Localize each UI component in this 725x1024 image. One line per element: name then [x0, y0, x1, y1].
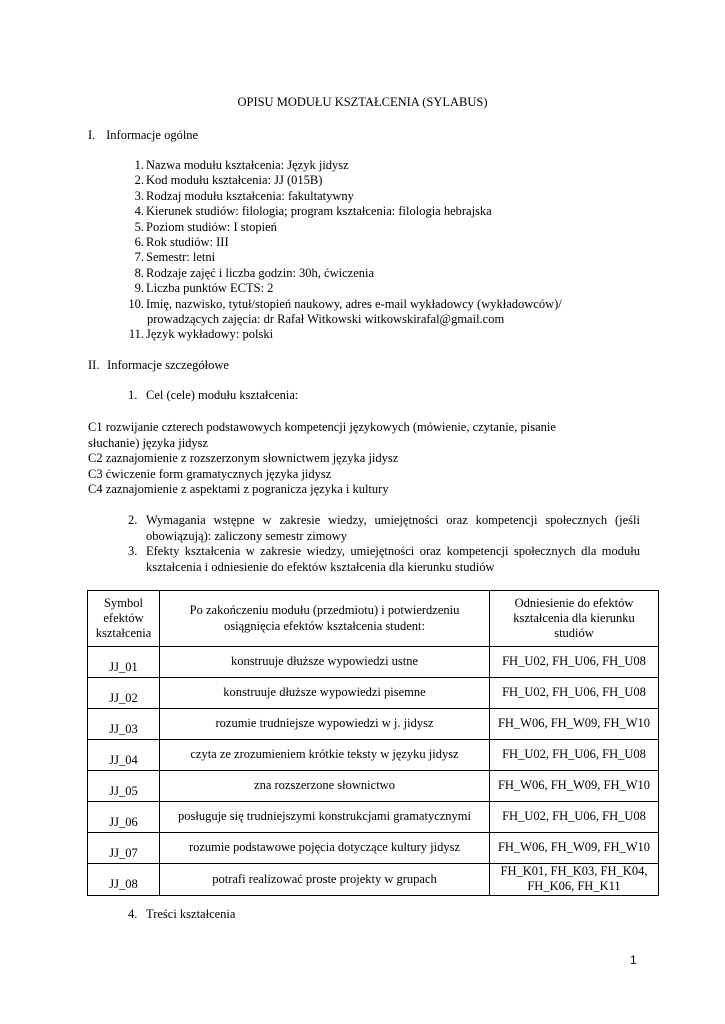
- list-item: [128, 281, 562, 296]
- list-item-number: 1.: [134, 158, 144, 172]
- list-item-number: 3.: [134, 188, 144, 203]
- item-1: [128, 388, 298, 404]
- cell-reference: FH_W06, FH_W09, FH_W10: [490, 709, 659, 740]
- list-item-number: 2.: [128, 513, 138, 527]
- goal-line: C1 rozwijanie czterech podstawowych kompetencji językowych (mówienie, czytanie, pisanie: [88, 420, 556, 434]
- requirements-list: [128, 513, 640, 575]
- goal-line: C3 ćwiczenie form gramatycznych języka jidysz: [88, 466, 332, 481]
- cell-reference: FH_U02, FH_U06, FH_U08: [490, 740, 659, 771]
- cell-symbol: JJ_01: [88, 647, 160, 678]
- list-item: [128, 189, 562, 204]
- list-item-text: Liczba punktów ECTS: 2: [146, 281, 274, 296]
- list-item-number: 4.: [134, 204, 144, 219]
- list-item: [128, 250, 562, 265]
- table-row: [88, 833, 659, 864]
- cell-symbol: JJ_03: [88, 709, 160, 740]
- cell-symbol: JJ_06: [88, 802, 160, 833]
- section-title: Informacje ogólne: [106, 128, 199, 142]
- list-item-number: 10.: [128, 296, 144, 311]
- cell-symbol: JJ_08: [88, 864, 160, 896]
- table-header-row: [88, 591, 659, 647]
- list-item-text: Język wykładowy: polski: [146, 327, 274, 342]
- list-item-number: 2.: [134, 173, 144, 188]
- cell-reference: FH_U02, FH_U06, FH_U08: [490, 678, 659, 709]
- list-item-continuation: prowadzących zajęcia: dr Rafał Witkowski witkowskirafal@gmail.com: [147, 311, 505, 326]
- list-item-text: Nazwa modułu kształcenia: Język jidysz: [146, 158, 349, 172]
- general-info-list: [128, 158, 562, 343]
- cell-symbol: JJ_05: [88, 771, 160, 802]
- goal-line: C2 zaznajomienie z rozszerzonym słownictwem języka jidysz: [88, 451, 399, 466]
- list-item-number: 11.: [128, 327, 144, 342]
- list-item: [128, 173, 562, 188]
- section-numeral: II.: [88, 358, 100, 372]
- goal-line: słuchanie) języka jidysz: [88, 435, 209, 450]
- cell-effect: konstruuje dłuższe wypowiedzi pisemne: [160, 678, 490, 709]
- cell-reference: FH_W06, FH_W09, FH_W10: [490, 771, 659, 802]
- cell-effect: zna rozszerzone słownictwo: [160, 771, 490, 802]
- item-4: [128, 907, 235, 923]
- table-row: [88, 802, 659, 833]
- list-item-text: Kod modułu kształcenia: JJ (015B): [146, 173, 323, 188]
- list-item-text: Rok studiów: III: [146, 234, 229, 249]
- table-row: [88, 709, 659, 740]
- list-item: [128, 327, 562, 342]
- cell-symbol: JJ_04: [88, 740, 160, 771]
- document-title: OPISU MODUŁU KSZTAŁCENIA (SYLABUS): [237, 95, 488, 109]
- goal-line: C4 zaznajomienie z aspektami z pogranicza języka i kultury: [88, 482, 389, 497]
- list-item: [128, 266, 562, 281]
- table-row: [88, 678, 659, 709]
- list-item: [128, 158, 562, 173]
- header-symbol: Symbol efektów kształcenia: [88, 591, 160, 647]
- cell-effect: rozumie trudniejsze wypowiedzi w j. jidysz: [160, 709, 490, 740]
- cell-symbol: JJ_07: [88, 833, 160, 864]
- cell-reference: FH_W06, FH_W09, FH_W10: [490, 833, 659, 864]
- learning-outcomes-table: [87, 590, 659, 896]
- list-item-number: 4.: [128, 907, 138, 921]
- list-item: [128, 297, 562, 312]
- list-item: [128, 204, 562, 219]
- list-item-text: Rodzaj modułu kształcenia: fakultatywny: [146, 188, 354, 203]
- list-item-number: 8.: [134, 265, 144, 280]
- cell-reference: FH_U02, FH_U06, FH_U08: [490, 647, 659, 678]
- section-heading-general: [88, 128, 198, 144]
- list-item-text: Kierunek studiów: filologia; program kształcenia: filologia hebrajska: [146, 204, 492, 219]
- list-item-text: Treści kształcenia: [146, 907, 236, 921]
- list-item-text: Wymagania wstępne w zakresie wiedzy, umiejętności oraz kompetencji społecznych (jeśli obowiązują): zaliczony semestr zimowy: [146, 513, 640, 543]
- cell-effect: potrafi realizować proste projekty w grupach: [160, 864, 490, 896]
- cell-reference: FH_U02, FH_U06, FH_U08: [490, 802, 659, 833]
- list-item-number: 7.: [134, 250, 144, 265]
- list-item-text: Rodzaje zajęć i liczba godzin: 30h, ćwiczenia: [146, 265, 375, 280]
- section-title: Informacje szczegółowe: [107, 358, 229, 372]
- list-item-number: 6.: [134, 234, 144, 249]
- table-row: [88, 864, 659, 896]
- table-row: [88, 647, 659, 678]
- list-item: [128, 235, 562, 250]
- table-row: [88, 740, 659, 771]
- header-reference: Odniesienie do efektów kształcenia dla kierunku studiów: [490, 591, 659, 647]
- list-item: [128, 220, 562, 235]
- cell-effect: rozumie podstawowe pojęcia dotyczące kultury jidysz: [160, 833, 490, 864]
- list-item: [128, 544, 640, 575]
- goals-block: [88, 420, 648, 498]
- cell-effect: konstruuje dłuższe wypowiedzi ustne: [160, 647, 490, 678]
- section-numeral: I.: [88, 128, 96, 142]
- list-item-text: Poziom studiów: I stopień: [146, 219, 277, 234]
- list-item-number: 3.: [128, 544, 138, 558]
- section-heading-detailed: [88, 358, 229, 374]
- cell-effect: posługuje się trudniejszymi konstrukcjami gramatycznymi: [160, 802, 490, 833]
- list-item-number: 5.: [134, 219, 144, 234]
- cell-effect: czyta ze zrozumieniem krótkie teksty w języku jidysz: [160, 740, 490, 771]
- page-number: 1: [630, 953, 637, 967]
- header-effect: Po zakończeniu modułu (przedmiotu) i potwierdzeniu osiągnięcia efektów kształcenia student:: [160, 591, 490, 647]
- list-item-text: Efekty kształcenia w zakresie wiedzy, umiejętności oraz kompetencji społecznych dla modułu kształcenia i odniesienie do efektów kształcenia dla kierunku studiów: [146, 544, 640, 574]
- list-item-number: 9.: [134, 281, 144, 296]
- list-item-text: Cel (cele) modułu kształcenia:: [146, 388, 299, 402]
- list-item-text: Imię, nazwisko, tytuł/stopień naukowy, adres e-mail wykładowcy (wykładowców)/: [146, 296, 562, 311]
- list-item-text: Semestr: letni: [146, 250, 216, 265]
- list-item: [128, 513, 640, 544]
- list-item-number: 1.: [128, 388, 138, 402]
- table-row: [88, 771, 659, 802]
- cell-symbol: JJ_02: [88, 678, 160, 709]
- cell-reference: FH_K01, FH_K03, FH_K04, FH_K06, FH_K11: [490, 864, 659, 896]
